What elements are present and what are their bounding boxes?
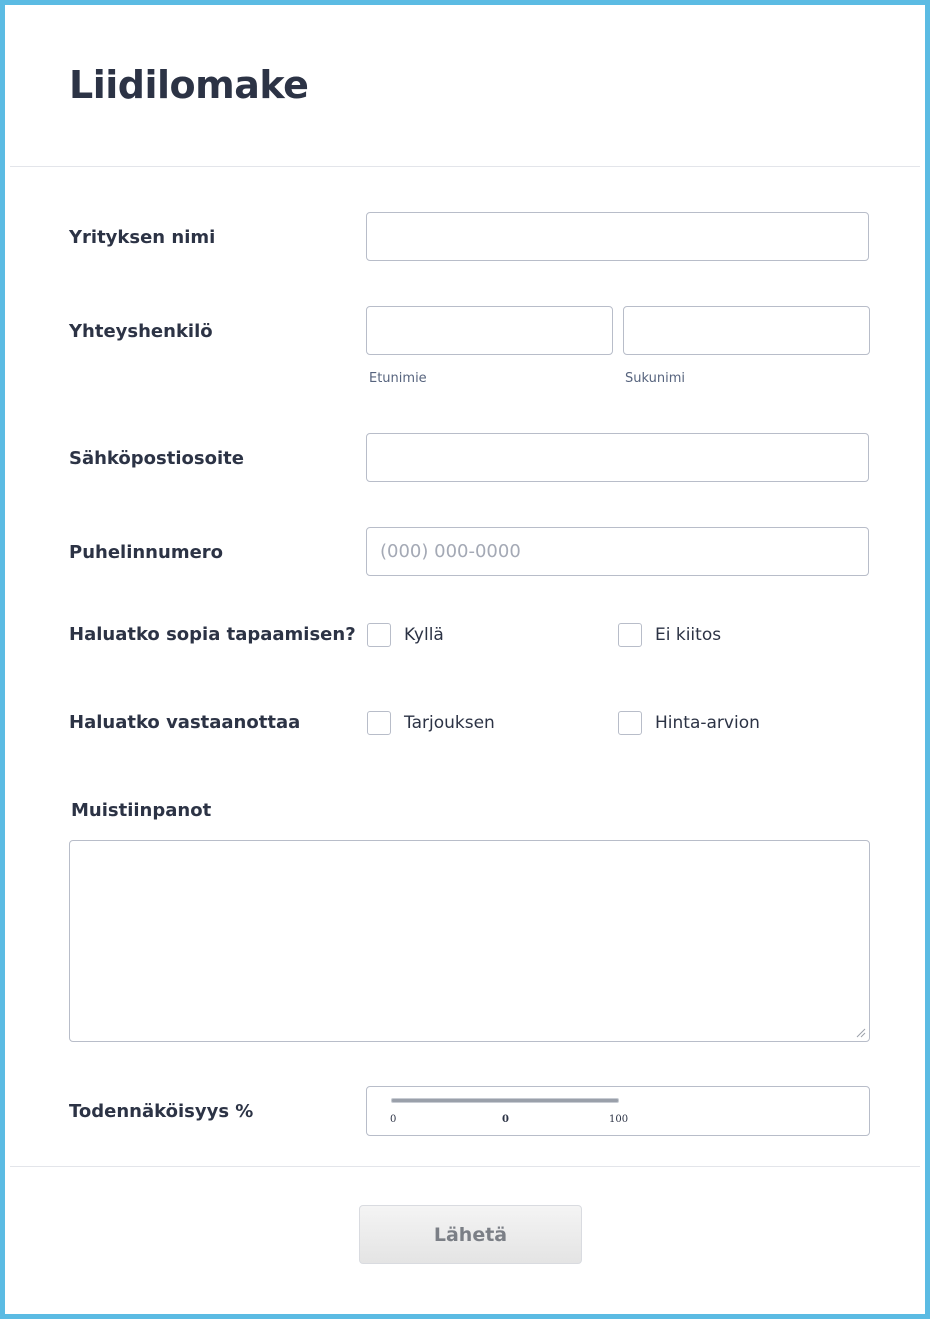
form-title: Liidilomake: [69, 63, 309, 107]
slider-min-tick: 0: [390, 1114, 397, 1125]
company-name-label: Yrityksen nimi: [69, 227, 216, 248]
meeting-no-checkbox[interactable]: [618, 623, 642, 647]
footer-divider: [10, 1166, 920, 1167]
notes-textarea[interactable]: [69, 840, 870, 1042]
probability-slider-track[interactable]: [391, 1098, 619, 1103]
phone-label: Puhelinnumero: [69, 542, 224, 563]
receive-offer-checkbox[interactable]: [367, 711, 391, 735]
receive-offer-label[interactable]: Tarjouksen: [404, 713, 495, 733]
meeting-yes-checkbox[interactable]: [367, 623, 391, 647]
resize-handle-icon[interactable]: [854, 1026, 866, 1038]
email-input[interactable]: [366, 433, 869, 482]
submit-button[interactable]: Lähetä: [359, 1205, 582, 1264]
receive-label: Haluatko vastaanottaa: [69, 712, 301, 733]
slider-value-tick: 0: [502, 1114, 509, 1125]
first-name-sublabel: Etunimie: [369, 371, 427, 386]
slider-max-tick: 100: [609, 1114, 629, 1125]
meeting-no-label[interactable]: Ei kiitos: [655, 625, 722, 645]
email-label: Sähköpostiosoite: [69, 448, 244, 469]
header-divider: [10, 166, 920, 167]
last-name-sublabel: Sukunimi: [625, 371, 685, 386]
contact-person-label: Yhteyshenkilö: [69, 321, 213, 342]
company-name-input[interactable]: [366, 212, 869, 261]
probability-slider-box: [366, 1086, 870, 1136]
first-name-input[interactable]: [366, 306, 613, 355]
probability-label: Todennäköisyys %: [69, 1101, 254, 1122]
phone-input[interactable]: [366, 527, 869, 576]
meeting-yes-label[interactable]: Kyllä: [404, 625, 444, 645]
meeting-label: Haluatko sopia tapaamisen?: [69, 624, 356, 645]
last-name-input[interactable]: [623, 306, 870, 355]
notes-label: Muistiinpanot: [71, 800, 212, 821]
receive-estimate-checkbox[interactable]: [618, 711, 642, 735]
receive-estimate-label[interactable]: Hinta-arvion: [655, 713, 760, 733]
